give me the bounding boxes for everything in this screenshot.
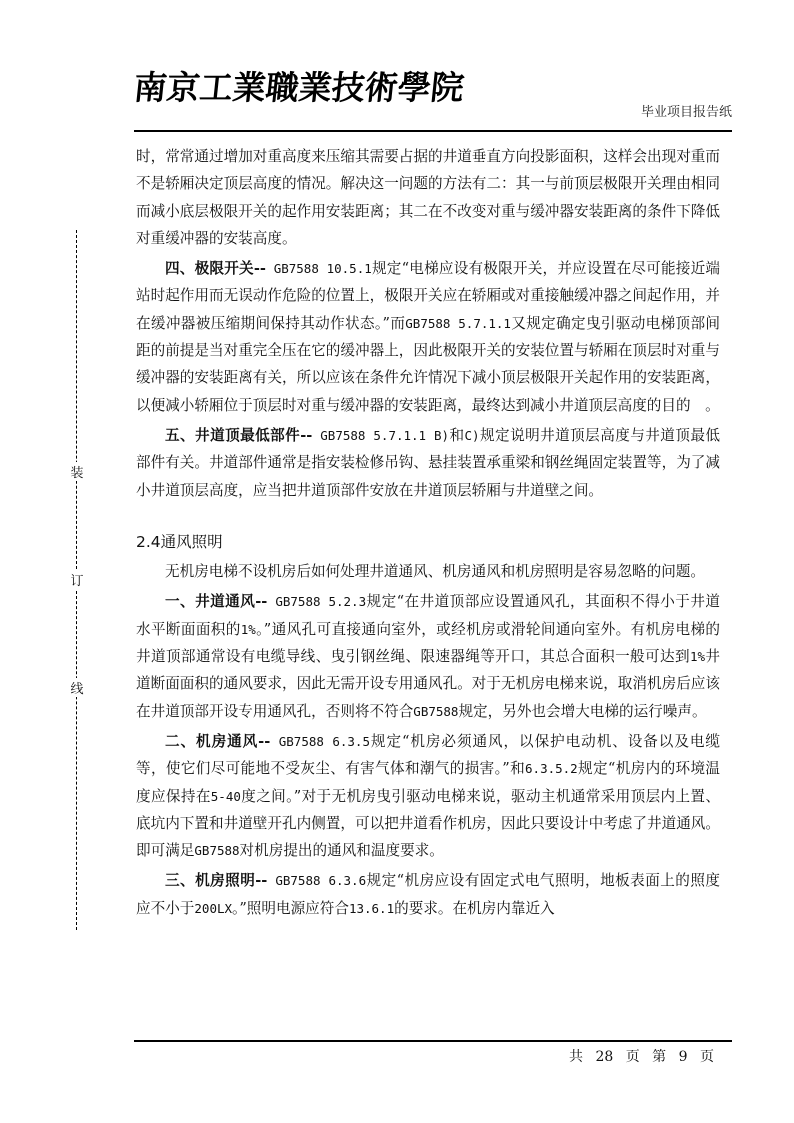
body-text: 和 <box>449 426 465 444</box>
heading-machine-room-ventilation: 二、机房通风-- <box>165 732 271 750</box>
heading-limit-switch: 四、极限开关-- <box>165 260 266 278</box>
temperature-range: 5-40 <box>210 788 241 804</box>
paragraph-shaft-ventilation <box>136 588 720 724</box>
body-text: 规定“机房内的环境温度应保持在 <box>136 760 720 805</box>
percent-value: 1% <box>240 621 256 637</box>
standard-ref: GB7588 5.7.1.1 B) <box>312 427 450 443</box>
body-text: 对机房提出的通风和温度要求。 <box>239 842 444 860</box>
body-text: 规定说明井道顶层高度与井道顶最低部件有关。井道部件通常是指安装检修吊钩、悬挂装置承重梁和钢丝绳固定装置等，为了减小井道顶层高度，应当把井道顶部件安放在井道顶层轿厢与井道壁之间。 <box>136 426 720 499</box>
standard-ref: GB7588 5.2.3 <box>267 594 367 610</box>
paragraph-machine-room-ventilation <box>136 728 720 864</box>
binding-char-zhuang: 装 <box>69 462 85 481</box>
page-number: 共 28 页 第 9 页 <box>569 1049 714 1065</box>
page-body <box>136 143 720 925</box>
percent-value: 1% <box>689 649 706 665</box>
paragraph-machine-room-lighting <box>136 867 720 922</box>
binding-margin <box>69 230 85 930</box>
binding-char-ding: 订 <box>69 570 85 589</box>
standard-ref: 6.3.5.2 <box>525 761 578 777</box>
body-text: 规定“机房必须通风，以保护电动机、设备以及电缆等，使它们尽可能地不受灰尘、有害气体和潮气的损害。”和 <box>136 732 720 778</box>
body-text: 。”照明电源应符合 <box>232 899 349 917</box>
paragraph-limit-switch <box>136 255 720 419</box>
paragraph-continued: 时，常常通过增加对重高度来压缩其需要占据的井道垂直方向投影面积，这样会出现对重而不是轿厢决定顶层高度的情况。解决这一问题的方法有二：其一与前顶层极限开关理由相同而减小底层极限开关的起作用安装距离；其二在不改变对重与缓冲器安装距离的条件下降低对重缓冲器的安装高度。 <box>136 148 720 247</box>
paragraph-intro: 无机房电梯不设机房后如何处理井道通风、机房通风和机房照明是容易忽略的问题。 <box>165 563 705 581</box>
standard-ref: C) <box>464 427 480 443</box>
header-divider <box>134 130 732 132</box>
standard-ref: GB7588 5.7.1.1 <box>405 315 511 331</box>
heading-machine-room-lighting: 三、机房照明-- <box>165 872 268 890</box>
illuminance-value: 200LX <box>194 900 233 916</box>
binding-char-xian: 线 <box>69 678 85 697</box>
body-text: 井道断面面积的通风要求，因此无需开设专用通风孔。对于无机房电梯来说，取消机房后应该在井道顶部开设专用通风孔，否则将不符合 <box>136 648 720 720</box>
body-text: 。”通风孔可直接通向室外，或经机房或滑轮间通向室外。有机房电梯的井道顶部通常设有电缆导线、曳引钢丝绳、限速器绳等开口，其总合面积一般可达到 <box>136 620 720 666</box>
body-text: 的要求。在机房内靠近入 <box>394 899 555 917</box>
body-text: 度之间。”对于无机房曳引驱动电梯来说，驱动主机通常采用顶层内上置、底坑内下置和井道壁开孔内侧置，可以把井道看作机房，因此只要设计中考虑了井道通风。即可满足 <box>136 787 720 860</box>
standard-ref: 13.6.1 <box>348 900 395 916</box>
document-type-label: 毕业项目报告纸 <box>640 105 732 120</box>
body-text: 规定，另外也会增大电梯的运行噪声。 <box>458 702 707 720</box>
paragraph-shaft-top-component <box>136 422 720 504</box>
standard-ref: GB7588 6.3.6 <box>267 873 367 889</box>
standard-ref: GB7588 6.3.5 <box>270 733 370 749</box>
heading-shaft-ventilation: 一、井道通风-- <box>165 593 268 611</box>
school-name-logo: 南京工業職業技術學院 <box>131 68 466 107</box>
standard-ref: GB7588 <box>194 843 240 859</box>
body-text: 又规定确定曳引驱动电梯顶部间距的前提是当对重完全压在它的缓冲器上，因此极限开关的安装位置与轿厢在顶层时对重与缓冲器的安装距离有关，所以应该在条件允许情况下减小顶层极限开关起作用的安装距离，以便减小轿厢位于顶层时对重与缓冲器的安装距离，最终达到减小井道顶层高度的目的 。 <box>136 314 720 414</box>
standard-ref: GB7588 <box>413 703 459 719</box>
standard-ref: GB7588 10.5.1 <box>265 261 372 277</box>
footer-divider <box>134 1040 732 1042</box>
section-title: 2.4通风照明 <box>136 532 223 551</box>
body-text: 规定“电梯应设有极限开关，并应设置在尽可能接近端站时起作用而无误动作危险的位置上，极限开关应在轿厢或对重接触缓冲器之间起作用，并在缓冲器被压缩期间保持其动作状态。”而 <box>136 260 721 332</box>
heading-shaft-top-component: 五、井道顶最低部件-- <box>165 426 313 444</box>
body-text: 规定“在井道顶部应设置通风孔，其面积不得小于井道水平断面面积的 <box>136 593 720 638</box>
body-text: 规定“机房应设有固定式电气照明，地板表面上的照度应不小于 <box>136 872 720 917</box>
